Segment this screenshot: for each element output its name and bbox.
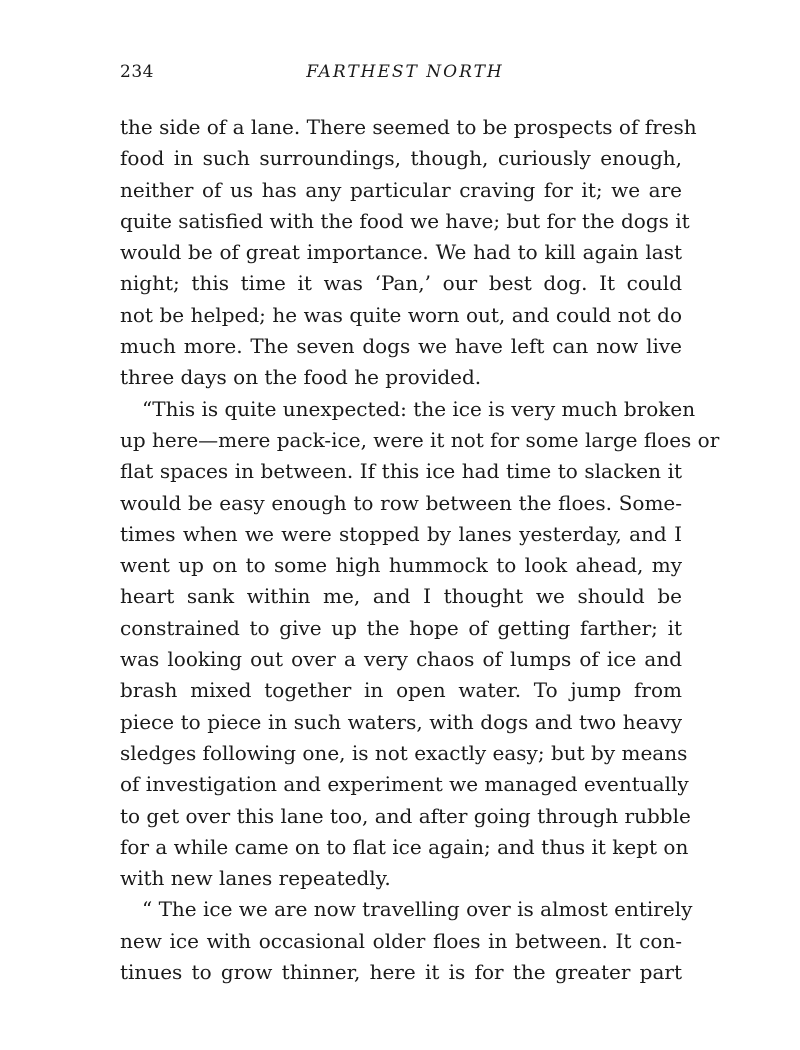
text-line: piece to piece in such waters, with dogs and two heavy: [120, 709, 682, 734]
text-line: would be of great importance. We had to kill again last: [120, 240, 682, 265]
text-line: new ice with occasional older floes in between. It con-: [120, 928, 682, 953]
running-head: [120, 62, 680, 90]
text-line: food in such surroundings, though, curiously enough,: [120, 146, 682, 171]
text-line: constrained to give up the hope of getting farther; it: [120, 615, 682, 640]
text-line: would be easy enough to row between the floes. Some-: [120, 490, 682, 515]
text-line: with new lanes repeatedly.: [120, 866, 391, 891]
text-line: brash mixed together in open water. To jump from: [120, 678, 682, 703]
text-line: went up on to some high hummock to look ahead, my: [120, 553, 682, 578]
text-line: up here—mere pack-ice, were it not for some large floes or: [120, 427, 720, 452]
text-line: was looking out over a very chaos of lumps of ice and: [120, 647, 682, 672]
text-line: quite satisfied with the food we have; but for the dogs it: [120, 208, 690, 233]
running-title: FARTHEST NORTH: [306, 62, 504, 82]
text-line: sledges following one, is not exactly easy; but by means: [120, 740, 688, 765]
text-line: flat spaces in between. If this ice had time to slacken it: [120, 459, 682, 484]
text-line: much more. The seven dogs we have left can now live: [120, 334, 682, 359]
text-line: not be helped; he was quite worn out, and could not do: [120, 302, 682, 327]
text-line: three days on the food he provided.: [120, 365, 482, 390]
text-line: neither of us has any particular craving for it; we are: [120, 177, 682, 202]
text-line: “This is quite unexpected: the ice is very much broken: [142, 396, 696, 421]
text-line: heart sank within me, and I thought we should be: [120, 584, 682, 609]
text-line: “ The ice we are now travelling over is almost entirely: [142, 897, 693, 922]
text-line: of investigation and experiment we managed eventually: [120, 772, 689, 797]
text-line: tinues to grow thinner, here it is for the greater part: [120, 960, 682, 985]
page-number: 234: [120, 62, 154, 82]
text-line: times when we were stopped by lanes yesterday, and I: [120, 521, 682, 546]
text-line: the side of a lane. There seemed to be prospects of fresh: [120, 115, 697, 139]
text-line: for a while came on to flat ice again; and thus it kept on: [120, 834, 689, 859]
text-line: to get over this lane too, and after going through rubble: [120, 803, 691, 828]
body-text: [120, 112, 720, 988]
text-line: night; this time it was ‘Pan,’ our best dog. It could: [120, 271, 682, 296]
